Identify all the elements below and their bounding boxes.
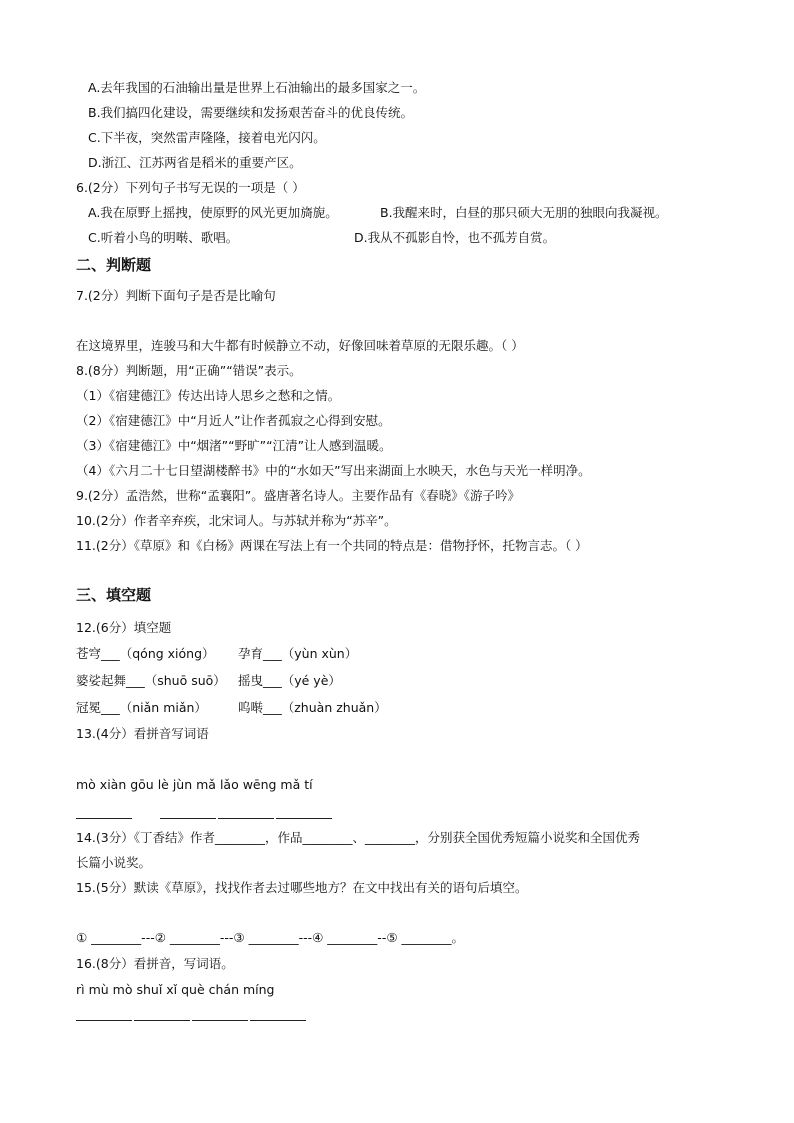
q13-answer-blank[interactable] xyxy=(218,818,274,819)
q5-option-c: C.下半夜，突然雷声隆隆，接着电光闪闪。 xyxy=(88,130,326,145)
section-heading-judgement: 二、判断题 xyxy=(76,256,152,274)
q13-answer-blank[interactable] xyxy=(76,818,132,819)
q12-item: 苍穹___（qóng xióng） xyxy=(76,646,215,661)
q12-item: 孕育___（yùn xùn） xyxy=(238,646,358,661)
q8-item: （1）《宿建德江》传达出诗人思乡之愁和之情。 xyxy=(76,388,341,403)
q6-option-d: D.我从不孤影自怜，也不孤芳自赏。 xyxy=(354,230,556,245)
q6-option-b: B.我醒来时，白昼的那只硕大无朋的独眼向我凝视。 xyxy=(380,205,668,220)
q10-text: 10.(2分）作者辛弃疾，北宋词人。与苏轼并称为“苏辛”。 xyxy=(76,513,397,528)
q13-answer-blank[interactable] xyxy=(276,818,332,819)
q12-item: 婆娑起舞___（shuō suō） xyxy=(76,673,226,688)
q15-stem: 15.(5分）默读《草原》，找找作者去过哪些地方？在文中找出有关的语句后填空。 xyxy=(76,880,528,895)
q15-answer: ① ________---② ________---③ ________---④ ________--⑤ ________。 xyxy=(76,930,465,945)
q16-pinyin: rì mù mò shuǐ xǐ què chán míng xyxy=(76,982,275,997)
q8-item: （3）《宿建德江》中“烟渚”“野旷”“江清”让人感到温暖。 xyxy=(76,438,392,453)
q13-answer-blank[interactable] xyxy=(160,818,216,819)
q8-item: （2）《宿建德江》中“月近人”让作者孤寂之心得到安慰。 xyxy=(76,413,391,428)
q12-stem: 12.(6分）填空题 xyxy=(76,620,172,635)
q14-line1: 14.(3分）《丁香结》作者________，作品________、________，分别获全国优秀短篇小说奖和全国优秀 xyxy=(76,830,640,845)
q14-line2: 长篇小说奖。 xyxy=(76,855,152,870)
q6-stem: 6.(2分）下列句子书写无误的一项是（ ） xyxy=(76,180,305,195)
q16-answer-blank[interactable] xyxy=(250,1020,306,1021)
q9-text: 9.(2分）孟浩然，世称“孟襄阳”。盛唐著名诗人。主要作品有《春晓》《游子吟》 xyxy=(76,488,520,503)
q5-option-d: D.浙江、江苏两省是稻米的重要产区。 xyxy=(88,155,302,170)
q13-pinyin: mò xiàn gōu lè jùn mǎ lǎo wēng mǎ tí xyxy=(76,777,313,792)
q13-stem: 13.(4分）看拼音写词语 xyxy=(76,726,209,741)
q8-item: （4）《六月二十七日望湖楼醉书》中的“水如天”写出来湖面上水映天，水色与天光一样明净。 xyxy=(76,463,591,478)
q7-text: 在这境界里，连骏马和大牛都有时候静立不动，好像回味着草原的无限乐趣。（ ） xyxy=(76,338,524,353)
q7-stem: 7.(2分）判断下面句子是否是比喻句 xyxy=(76,288,276,303)
q16-answer-blank[interactable] xyxy=(134,1020,190,1021)
q16-stem: 16.(8分）看拼音，写词语。 xyxy=(76,956,234,971)
q12-item: 冠冕___（niǎn miǎn） xyxy=(76,700,207,715)
section-heading-fill-in: 三、填空题 xyxy=(76,586,152,604)
q6-option-a: A.我在原野上摇拽，使原野的风光更加旖旎。 xyxy=(88,205,338,220)
q12-item: 摇曳___（yé yè） xyxy=(238,673,341,688)
q5-option-b: B.我们搞四化建设，需要继续和发扬艰苦奋斗的优良传统。 xyxy=(88,105,414,120)
q16-answer-blank[interactable] xyxy=(192,1020,248,1021)
q16-answer-blank[interactable] xyxy=(76,1020,132,1021)
q12-item: 呜啭___（zhuàn zhuǎn） xyxy=(238,700,387,715)
q11-text: 11.(2分）《草原》和《白杨》两课在写法上有一个共同的特点是：借物抒怀，托物言志。（ ） xyxy=(76,538,588,553)
q8-stem: 8.(8分）判断题，用“正确”“错误”表示。 xyxy=(76,363,302,378)
q6-option-c: C.听着小鸟的明啭、歌唱。 xyxy=(88,230,239,245)
q5-option-a: A.去年我国的石油输出量是世界上石油输出的最多国家之一。 xyxy=(88,80,426,95)
